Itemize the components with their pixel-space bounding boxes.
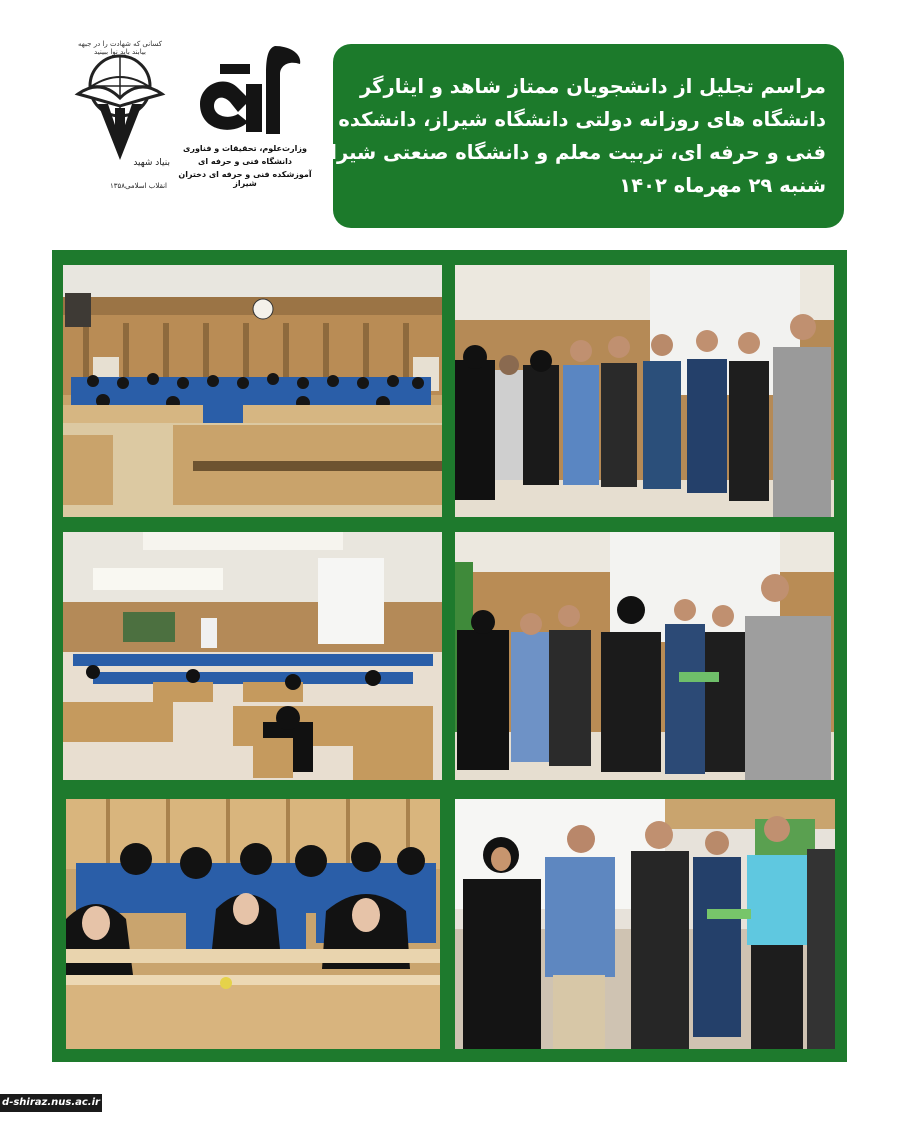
title-line-1: مراسم تجلیل از دانشجویان ممتاز شاهد و ایثارگر (360, 75, 826, 98)
website-footer-tag[interactable]: d-shiraz.nus.ac.ir (0, 1094, 102, 1112)
photo-hall-with-screen (63, 532, 442, 780)
logo-ring-text: کسانی که شهادت را در جبهه بیابند باید نوا ببینید (78, 40, 162, 56)
technical-vocational-logo-icon (180, 44, 320, 144)
logo-name: بنیاد شهید (133, 158, 170, 168)
logo-year: ۱۳۵۸ (110, 182, 126, 190)
technical-vocational-logo (180, 44, 320, 194)
shahid-foundation-logo-icon (60, 48, 180, 168)
logo-college-line: آموزشکده فنی و حرفه ای دختران شیراز (178, 170, 312, 188)
event-title-box (319, 44, 844, 228)
logo-ministry-line: وزارت‌علوم، تحقیقات و فناوری (183, 144, 307, 153)
photo-students-seated (66, 799, 440, 1049)
logo-area (60, 40, 320, 200)
photo-auditorium-audience (63, 265, 442, 517)
title-line-3: فنی و حرفه ای، تربیت معلم و دانشگاه صنعتی شیراز (319, 141, 826, 164)
logo-subtitle: انقلاب اسلامی (125, 182, 167, 190)
shahid-foundation-logo (60, 40, 180, 190)
photo-officials-standing (455, 265, 834, 517)
photo-award-presentation-2 (455, 799, 835, 1049)
logo-university-line: دانشگاه فنی و حرفه ای (198, 157, 292, 166)
title-line-4: شنبه ۲۹ مهرماه ۱۴۰۲ (619, 174, 826, 197)
photo-award-presentation-1 (455, 532, 834, 780)
title-line-2: دانشگاه های روزانه دولتی دانشگاه شیراز، دانشکده (338, 108, 826, 131)
